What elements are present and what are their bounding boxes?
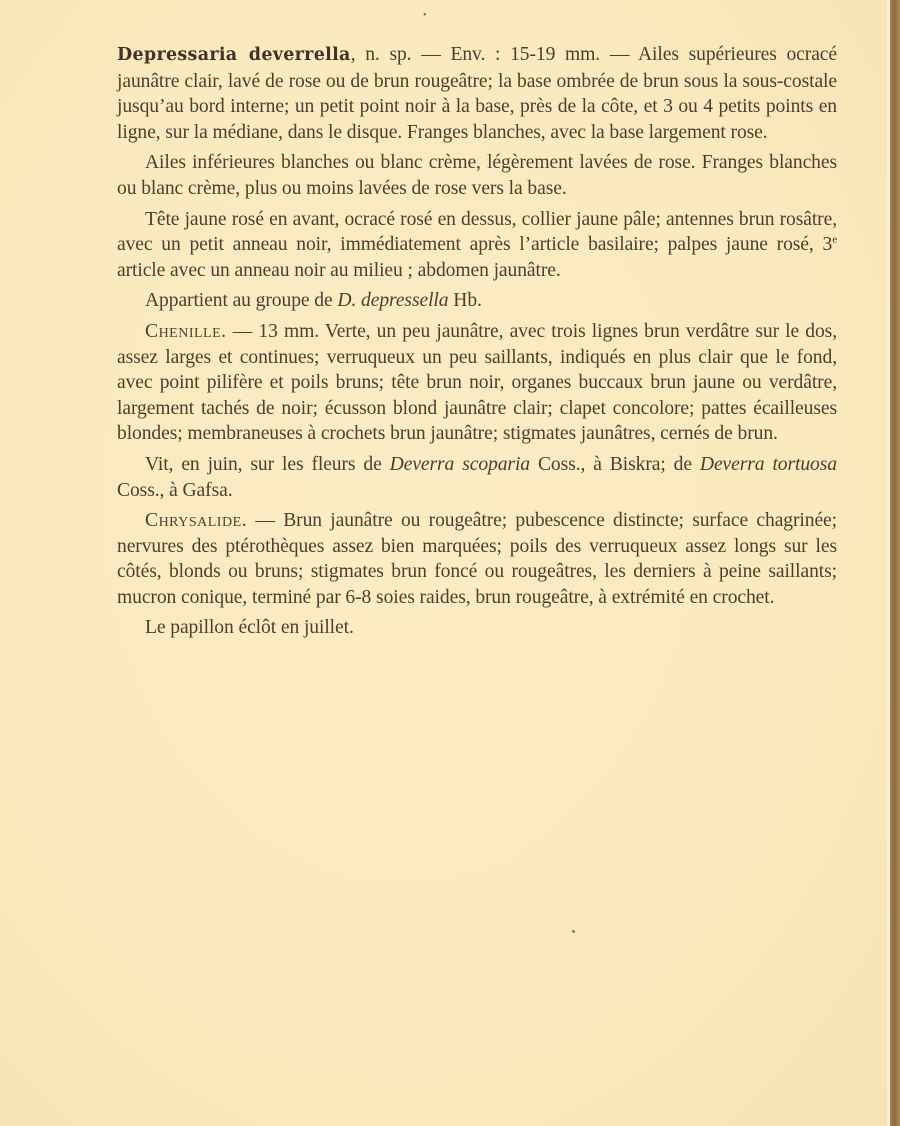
book-binding: [890, 0, 900, 1126]
superscript: e: [832, 233, 837, 246]
group-species-italic: D. depressella: [337, 290, 449, 312]
habitat-text-pre: Vit, en juin, sur les fleurs de: [145, 453, 390, 475]
caterpillar-paragraph: [117, 319, 837, 447]
habitat-text-post: Coss., à Gafsa.: [117, 479, 233, 501]
emergence-paragraph: Le papillon éclôt en juillet.: [145, 617, 354, 639]
speck-mark: [572, 930, 575, 933]
page-text: [117, 42, 837, 646]
group-text: Appartient au groupe de: [145, 290, 338, 312]
chrysalis-label: Chrysalide.: [145, 510, 248, 532]
header-mark: •: [423, 10, 427, 21]
species-name: Depressaria deverrella: [117, 45, 351, 65]
species-description-paragraph: [117, 42, 837, 145]
caterpillar-text: — 13 mm. Verte, un peu jaunâtre, avec trois lignes brun verdâtre sur le dos, assez larges et continues; verruqueux un peu saillants, indiqués en plus clair que le fond, avec point pilifère et poils bruns; tête brun noir, organes buccaux brun jaune ou verdâtre, largement tachés de noir; écusson blond jaunâtre clair; clapet concolore; pattes écailleuses blondes; membraneuses à crochets brun jaunâtre; stigmates jaunâtres, cernés de brun.: [117, 320, 837, 445]
hindwings-paragraph: Ailes inférieures blanches ou blanc crème, légèrement lavées de rose. Franges blanches ou blanc crème, plus ou moins lavées de rose vers la base.: [117, 152, 837, 199]
host-plant-2: Deverra tortuosa: [699, 453, 837, 475]
group-author: Hb.: [448, 290, 482, 312]
host-plant-1: Deverra scoparia: [389, 453, 530, 475]
habitat-paragraph: [117, 452, 837, 503]
head-text-part2: article avec un anneau noir au milieu ; abdomen jaunâtre.: [117, 259, 561, 281]
caterpillar-label: Chenille.: [145, 320, 227, 342]
habitat-text-mid: Coss., à Biskra; de: [530, 453, 700, 475]
chrysalis-paragraph: [117, 508, 837, 610]
species-description: , n. sp. — Env. : 15-19 mm. — Ailes supérieures ocracé jaunâtre clair, lavé de rose ou de brun rougeâtre; la base ombrée de brun sous la sous-costale jusqu’au bord interne; un petit point noir à la base, près de la côte, et 3 ou 4 petits points en ligne, sur la médiane, dans le disque. Franges blanches, avec la base largement rose.: [117, 44, 837, 143]
head-text-part1: Tête jaune rosé en avant, ocracé rosé en dessus, collier jaune pâle; antennes brun rosâtre, avec un petit anneau noir, immédiatement après l’article basilaire; palpes jaune rosé, 3: [117, 208, 837, 256]
chrysalis-text: — Brun jaunâtre ou rougeâtre; pubescence distincte; surface chagrinée; nervures des ptérothèques assez bien marquées; poils des verruqueux assez longs sur les côtés, blonds ou bruns; stigmates brun foncé ou rougeâtres, les derniers à peine saillants; mucron conique, terminé par 6-8 soies raides, brun rougeâtre, à extrémité en crochet.: [117, 510, 837, 608]
group-paragraph: [117, 288, 837, 314]
head-paragraph: [117, 207, 837, 284]
